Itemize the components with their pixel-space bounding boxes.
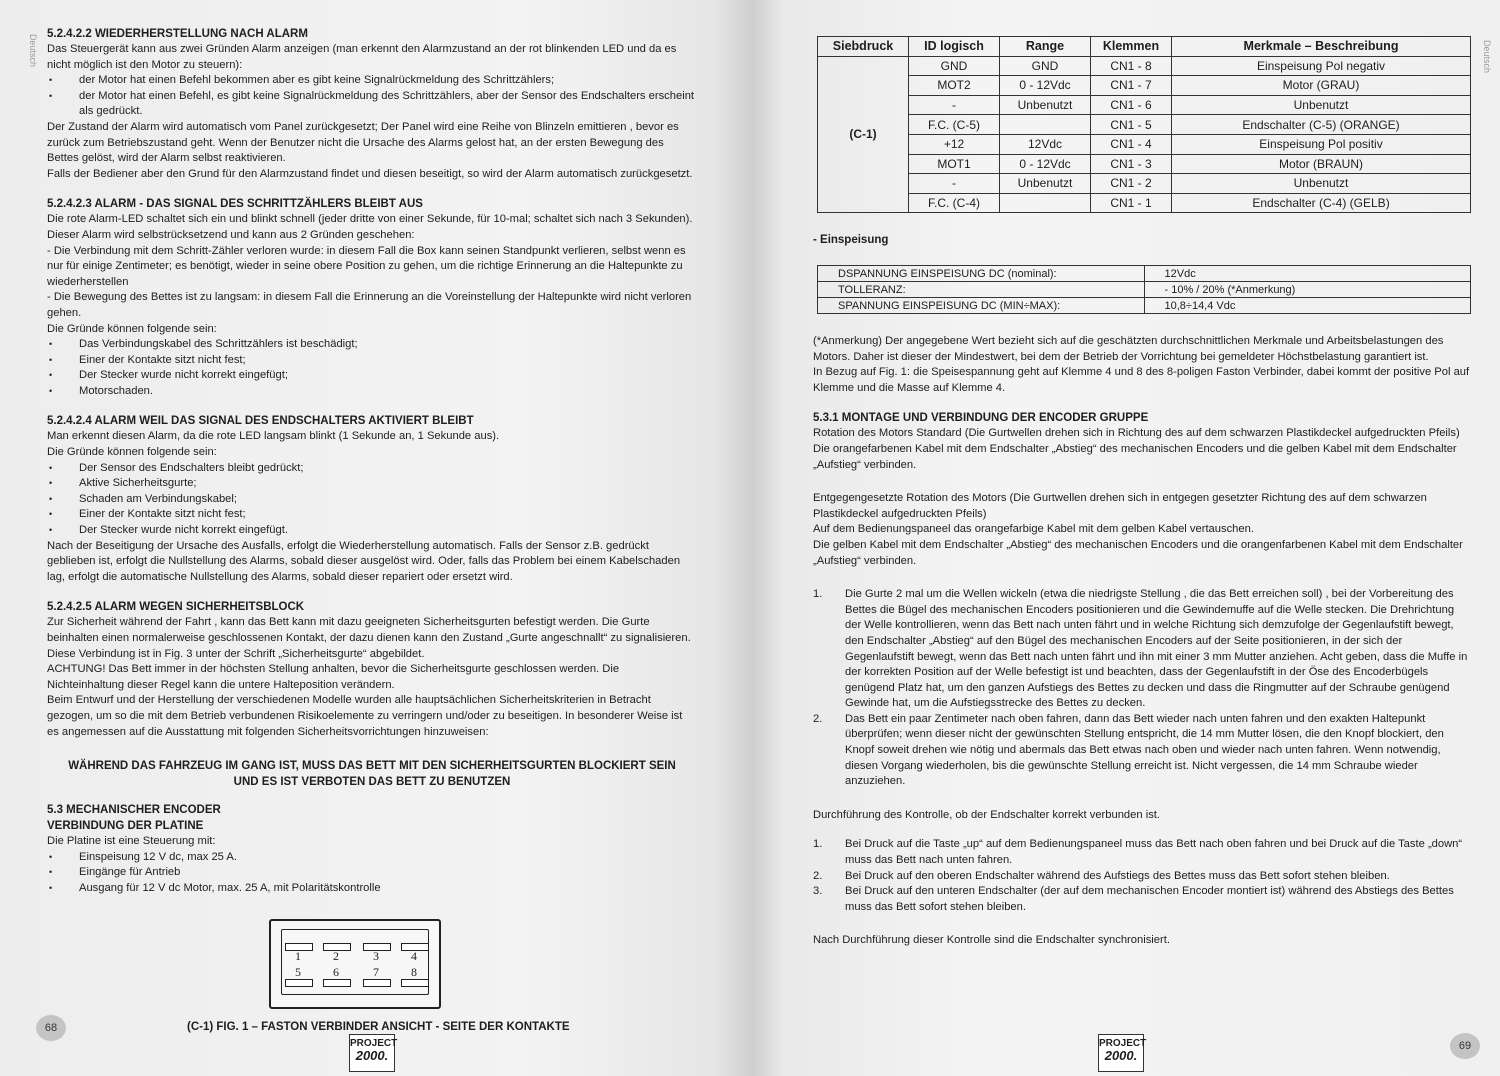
table-cell: CN1 - 1 [1091,193,1172,213]
table-cell: CN1 - 5 [1091,115,1172,135]
table-cell: 10,8÷14,4 Vdc [1144,298,1471,314]
table-cell: +12 [909,134,1000,154]
column-header: Range [1000,37,1091,57]
list-item: • Einer der Kontakte sitzt nicht fest; [47,353,697,369]
table-row [818,174,1471,194]
page-number: 69 [1450,1033,1480,1059]
table-cell: - [909,95,1000,115]
table-cell: Einspeisung Pol negativ [1172,56,1471,76]
numbered-list [813,837,1473,915]
paragraph: Beim Entwurf und der Herstellung der verschiedenen Modelle wurden alle hauptsächlichen Sicherheitskriterien in Betracht gezogen, um so die mit dem Betrieb verbundenen Risikoelemente zu verringern und/oder zu beseitigen. In besonderer Weise ist es angemessen auf die Ausstattung mit folgenden Sicherheitsvorrichtungen hinzuweisen: [47,694,683,738]
section-heading: 5.2.4.2.5 ALARM WEGEN SICHERHEITSBLOCK [47,601,305,614]
table-cell: Unbenutzt [1172,95,1471,115]
table-cell: Unbenutzt [1000,95,1091,115]
table-row [818,76,1471,96]
paragraph: Die orangefarbenen Kabel mit dem Endschalter „Abstieg“ des mechanischen Encoders und die gelben Kabel mit dem Endschalter „Aufstieg“ verbinden. [813,442,1457,471]
section-heading: 5.2.4.2.2 WIEDERHERSTELLUNG NACH ALARM [47,28,308,40]
warning-line: UND ES IST VERBOTEN DAS BETT ZU BENUTZEN [233,776,511,789]
table-cell: CN1 - 2 [1091,174,1172,194]
table-cell: CN1 - 3 [1091,154,1172,174]
list-item: • Das Verbindungskabel des Schrittzählers ist beschädigt; [47,337,697,353]
pin-label: 3 [373,948,379,963]
paragraph: Durchführung des Kontrolle, ob der Endschalter korrekt verbunden ist. [813,808,1161,821]
pin-label: 7 [373,964,379,979]
paragraph: Entgegengesetzte Rotation des Motors (Die Gurtwellen drehen sich in entgegen gesetzter Richtung des auf dem schwarzen Plastikdeckel aufgedruckten Pfeils) [813,492,1427,520]
list-item: • Der Stecker wurde nicht korrekt eingefügt. [47,523,697,539]
section-heading: 5.3 MECHANISCHER ENCODER [47,804,221,817]
table-cell: CN1 - 6 [1091,95,1172,115]
list-item: 2. Das Bett ein paar Zentimeter nach oben fahren, dann das Bett wieder nach unten fahren und den exakten Haltepunkt überprüfen; wenn dieser nicht der gewünschten Stellung entspricht, die 14 mm Mutter lösen, die den Knopf blockiert, den Knopf soweit drehen wie nötig und abermals das Bett etwas nach oben und wieder nach unten fahren. Wenn notwendig, diesen Vorgang wiederholen, bis die gewünschte Stellung erreicht ist. Nicht vergessen, die 14 mm Schraube wieder anzuziehen. [813,712,1444,788]
table-cell: 0 - 12Vdc [1000,154,1091,174]
list-item: 2. Bei Druck auf den oberen Endschalter während des Aufstiegs des Bettes muss das Bett sofort stehen bleiben. [813,869,1390,882]
bullet-list [47,73,697,120]
table-cell: CN1 - 8 [1091,56,1172,76]
table-cell: 12Vdc [1144,266,1471,282]
table-row [818,115,1471,135]
table-row [818,95,1471,115]
side-language-label: Deutsch [1482,40,1492,74]
paragraph: (*Anmerkung) Der angegebene Wert bezieht sich auf die geschätzten durchschnittlichen Merkmale und Arbeitsbelastungen des Motors. Daher ist dieser der Mindestwert, bei dem der Betrieb der Vorrichtung bei gemeldeter Höchstbelastung garantiert ist. [813,335,1444,363]
paragraph: Die Gründe können folgende sein: [47,322,217,335]
paragraph: Die gelben Kabel mit dem Endschalter „Abstieg“ des mechanischen Encoders und die orangenfarbenen Kabel mit dem Endschalter „Aufstieg“ verbinden. [813,538,1463,567]
warning-line: WÄHREND DAS FAHRZEUG IM GANG IST, MUSS DAS BETT MIT DEN SICHERHEITSGURTEN BLOCKIERT SEIN [68,760,676,773]
list-item: 1. Bei Druck auf die Taste „up“ auf dem Bedienungspaneel muss das Bett nach oben fahren und bei Druck auf die Taste „down“ muss das Bett nach unten fahren. [813,838,1463,867]
paragraph: ACHTUNG! Das Bett immer in der höchsten Stellung anhalten, bevor die Sicherheitsgurte geschlossen werden. Die Nichteinhaltung dieser Regel kann die untere Halteposition verändern. [47,663,620,691]
pin-label: 8 [411,964,417,979]
bullet-list [47,850,697,897]
table-cell: Endschalter (C-4) (GELB) [1172,193,1471,213]
supply-spec-table [817,265,1471,314]
list-item: • der Motor hat einen Befehl bekommen aber es gibt keine Signalrückmeldung des Schrittzählers; [47,73,697,89]
table-cell: CN1 - 7 [1091,76,1172,96]
table-cell: TOLLERANZ: [818,282,1145,298]
list-item: • Einer der Kontakte sitzt nicht fest; [47,507,697,523]
list-item: • Schaden am Verbindungskabel; [47,492,697,508]
paragraph: Dieser Alarm wird selbstrücksetzend und kann aus 2 Gründen geschehen: [47,228,415,241]
section-heading: 5.2.4.2.3 ALARM - DAS SIGNAL DES SCHRITTZÄHLERS BLEIBT AUS [47,198,423,211]
group-label-cell: (C-1) [818,56,909,213]
table-cell: MOT2 [909,76,1000,96]
table-cell: Endschalter (C-5) (ORANGE) [1172,115,1471,135]
list-item: • Motorschaden. [47,384,697,400]
table-cell: 12Vdc [1000,134,1091,154]
table-row [818,266,1471,282]
table-cell: Unbenutzt [1172,174,1471,194]
table-header-row [818,37,1471,57]
right-page-text [813,334,1473,949]
faston-connector-diagram [269,919,439,1014]
table-cell: F.C. (C-5) [909,115,1000,135]
table-cell: GND [909,56,1000,76]
table-cell: CN1 - 4 [1091,134,1172,154]
table-row [818,56,1471,76]
pin-label: 2 [333,948,339,963]
column-header: Siebdruck [818,37,909,57]
pin-label: 6 [333,964,339,979]
paragraph: - Die Bewegung des Bettes ist zu langsam: in diesem Fall die Erinnerung an die Voreinstellung der Haltepunkte wird nicht verloren gehen. [47,291,692,319]
connector-pin [363,979,391,987]
connector-pin [285,979,313,987]
table-cell: Motor (BRAUN) [1172,154,1471,174]
table-cell: GND [1000,56,1091,76]
paragraph: In Bezug auf Fig. 1: die Speisespannung geht auf Klemme 4 und 8 des 8-poligen Faston Verbinder, dabei kommt der positive Pol auf Klemme und die Masse auf Klemme 4. [813,366,1470,394]
connector-pin [323,979,351,987]
list-item: • Einspeisung 12 V dc, max 25 A. [47,850,697,866]
table-row [818,298,1471,314]
table-cell: SPANNUNG EINSPEISUNG DC (MIN÷MAX): [818,298,1145,314]
numbered-list [813,587,1473,790]
table-cell: F.C. (C-4) [909,193,1000,213]
column-header: Klemmen [1091,37,1172,57]
paragraph: Nach Durchführung dieser Kontrolle sind die Endschalter synchronisiert. [813,934,1170,947]
table-cell: Einspeisung Pol positiv [1172,134,1471,154]
table-cell: MOT1 [909,154,1000,174]
bullet-list [47,461,697,539]
pin-label: 1 [295,948,301,963]
paragraph: Die Platine ist eine Steuerung mit: [47,835,216,848]
right-page-content [813,232,1473,248]
paragraph: Die Gründe können folgende sein: [47,446,217,459]
table-row [818,282,1471,298]
bullet-list [47,337,697,399]
section-subheading: VERBINDUNG DER PLATINE [47,820,204,833]
figure-caption: (C-1) FIG. 1 – FASTON VERBINDER ANSICHT - SEITE DER KONTAKTE [187,1020,570,1033]
table-cell [1000,193,1091,213]
paragraph: Die rote Alarm-LED schaltet sich ein und blinkt schnell (jeder dritte von einer Sekunde, für 10-mal; schaltet sich nach 3 Sekunden). [47,213,693,226]
left-page-content [47,26,697,1035]
side-language-label: Deutsch [28,34,38,68]
list-item: • Der Stecker wurde nicht korrekt eingefügt; [47,368,697,384]
list-item: • Ausgang für 12 V dc Motor, max. 25 A, mit Polaritätskontrolle [47,881,697,897]
pin-label: 5 [295,964,301,979]
page-number: 68 [36,1015,66,1041]
column-header: ID logisch [909,37,1000,57]
paragraph: Auf dem Bedienungspaneel das orangefarbige Kabel mit dem gelben Kabel vertauschen. [813,523,1254,536]
table-cell: 0 - 12Vdc [1000,76,1091,96]
paragraph: - Die Verbindung mit dem Schritt-Zähler verloren wurde: in diesem Fall die Box kann seinen Standpunkt verlieren, selbst wenn es nur für einige Zentimeter; es benötigt, wieder in seine obere Position zu gehen, um die richtige Erinnerung an die Haltepunkte zu wiederherstellen [47,244,686,288]
table-cell: Unbenutzt [1000,174,1091,194]
table-row [818,134,1471,154]
paragraph: Nach der Beseitigung der Ursache des Ausfalls, erfolgt die Wiederherstellung automatisch. Falls der Sensor z.B. gedrückt geblieben ist, erfolgt die Nullstellung des Alarms, sobald dieser ausgelöst wird. Oder, falls das Problem bei einem Kabelschaden lag, erfolgt die automatische Nullstellung des Alarms, sobald dieser repariert oder ersetzt wird. [47,539,681,583]
paragraph: Der Zustand der Alarm wird automatisch vom Panel zurückgesetzt; Der Panel wird eine Reihe von Blinzeln emittieren , bevor es zurück zum Betriebszustand geht. Wenn der Benutzer nicht die Ursache des Alarms gelost hat, an der ersten Bewegung des Bettes gelöst, wird der Alarm selbst reaktivieren. [47,120,679,165]
table-cell: Motor (GRAU) [1172,76,1471,96]
paragraph: Man erkennt diesen Alarm, da die rote LED langsam blinkt (1 Sekunde an, 1 Sekunde aus). [47,430,500,443]
table-cell: DSPANNUNG EINSPEISUNG DC (nominal): [818,266,1145,282]
table-row [818,154,1471,174]
paragraph: Rotation des Motors Standard (Die Gurtwellen drehen sich in Richtung des auf dem schwarzen Plastikdeckel aufgedruckten Pfeils) [813,427,1460,440]
section-heading: 5.2.4.2.4 ALARM WEIL DAS SIGNAL DES ENDSCHALTERS AKTIVIERT BLEIBT [47,415,474,428]
pin-label: 4 [411,948,417,963]
list-item: 1. Die Gurte 2 mal um die Wellen wickeln (etwa die niedrigste Stellung , die das Bett erreichen soll) , bei der Vorbereitung des Bettes die Bügel des mechanischen Encoders positionieren und die Gewindemuffe auf die Welle stecken. Die Drehrichtung der Welle kontrollieren, wenn das Bett nach unten fährt und in welche Richtung sich demzufolge der Gegenlaufstift bewegt, den Endschalter „Abstieg“ auf den Bügel des mechanischen Encoders auf der Seite positionieren, in der sich der Gegenlaufstift bewegt, wenn das Bett nach unten fährt und ihn mit einer 3 mm Mutter anziehen. Acht geben, dass die Muffe in der korrekten Position auf der Welle befestigt ist und beachten, dass der Gegenlaufstift in der Öse des Encoderbügels genügend Platz hat, um den ganzen Aufstiegs des Bettes zu decken und dass die Ringmutter auf der Schraube genügend Gewinde hat, um die Aufstiegsstrecke des Bettes zu decken. [813,588,1468,710]
list-item: 3. Bei Druck auf den unteren Endschalter (der auf dem mechanischen Encoder montiert ist) während des Abstiegs des Bettes muss das Bett sofort stehen bleiben. [813,885,1454,913]
table-cell: - 10% / 20% (*Anmerkung) [1144,282,1471,298]
table-cell [1000,115,1091,135]
column-header: Merkmale – Beschreibung [1172,37,1471,57]
list-item: • Der Sensor des Endschalters bleibt gedrückt; [47,461,697,477]
paragraph: Das Steuergerät kann aus zwei Gründen Alarm anzeigen (man erkennt den Alarmzustand an der rot blinkenden LED und da es nicht möglich ist den Motor zu steuern): [47,43,677,71]
list-item: • Aktive Sicherheitsgurte; [47,476,697,492]
paragraph: Falls der Bediener aber den Grund für den Alarmzustand findet und diesen beseitigt, so wird der Alarm automatisch zurückgesetzt. [47,167,693,180]
list-item: • der Motor hat einen Befehl, es gibt keine Signalrückmeldung des Schrittzählers, aber der Sensor des Endschalters erscheint als gedrückt. [47,89,697,120]
section-heading: - Einspeisung [813,234,889,246]
table-row [818,193,1471,213]
safety-warning [47,758,697,790]
list-item: • Eingänge für Antrieb [47,865,697,881]
paragraph: Zur Sicherheit während der Fahrt , kann das Bett kann mit dazu geeigneten Sicherheitsgurten befestigt werden. Die Gurte beinhalten einen normalerweise geschlossenen Kontakt, der dazu dienen kann den Zustand „Gurte angeschnallt“ zu signalisieren. Diese Verbindung ist in Fig. 3 unter der Schrift „Sicherheitsgurte“ abgebildet. [47,616,691,660]
connector-pin [401,979,429,987]
table-cell: - [909,174,1000,194]
project2000-logo: PROJECT 2000. [1098,1034,1144,1072]
connector-housing [269,919,441,1009]
section-heading: 5.3.1 MONTAGE UND VERBINDUNG DER ENCODER GRUPPE [813,412,1149,425]
connector-spec-table [817,36,1471,213]
project2000-logo: PROJECT 2000. [349,1034,395,1072]
